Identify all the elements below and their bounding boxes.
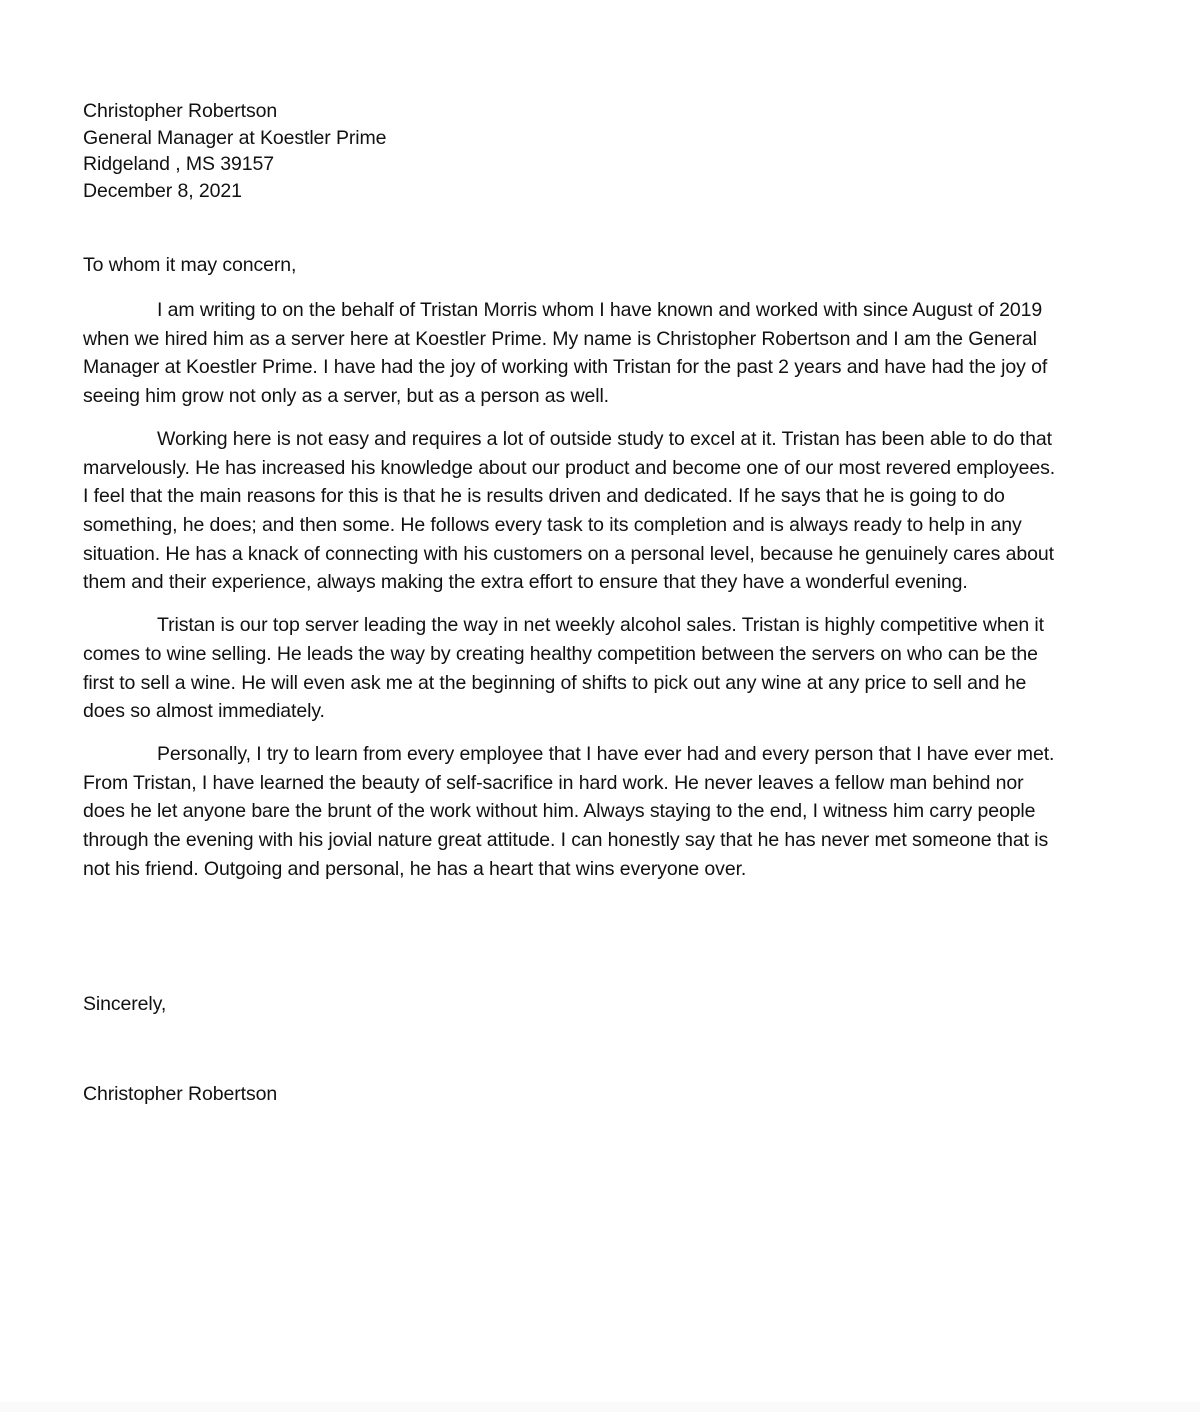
- letter-document: [83, 98, 1058, 1128]
- body-paragraph-3: Tristan is our top server leading the way in net weekly alcohol sales. Tristan is highly competitive when it comes to wine selling. He leads the way by creating healthy competition between the servers on who can be the first to sell a wine. He will even ask me at the beginning of shifts to pick out any wine at any price to sell and he does so almost immediately.: [83, 614, 1044, 723]
- body-paragraph-2: Working here is not easy and requires a lot of outside study to excel at it. Tristan has been able to do that marvelously. He has increased his knowledge about our product and become one of our most revered employees. I feel that the main reasons for this is that he is results driven and dedicated. If he says that he is going to do something, he does; and then some. He follows every task to its completion and is always ready to help in any situation. He has a knack of connecting with his customers on a personal level, because he genuinely cares about them and their experience, always making the extra effort to ensure that they have a wonderful evening.: [83, 427, 1056, 594]
- sender-name: Christopher Robertson: [83, 100, 278, 122]
- body-paragraph-4: Personally, I try to learn from every employee that I have ever had and every person that I have ever met. From Tristan, I have learned the beauty of self-sacrifice in hard work. He never leaves a fellow man behind nor does he let anyone bare the brunt of the work without him. Always staying to the end, I witness him carry people through the evening with his jovial nature great attitude. I can honestly say that he has never met someone that is not his friend. Outgoing and personal, he has a heart that wins everyone over.: [83, 742, 1055, 880]
- sender-location: Ridgeland , MS 39157: [83, 153, 274, 176]
- page-bottom-edge: [0, 1402, 1200, 1412]
- sender-title: General Manager at Koestler Prime: [83, 126, 387, 149]
- sender-block: [83, 98, 1058, 204]
- signature-name: Christopher Robertson: [83, 1083, 278, 1106]
- letter-date: December 8, 2021: [83, 179, 242, 202]
- closing: Sincerely,: [83, 993, 167, 1016]
- body-paragraph-1: I am writing to on the behalf of Tristan Morris whom I have known and worked with since August of 2019 when we hired him as a server here at Koestler Prime. My name is Christopher Robertson and I am the General Manager at Koestler Prime. I have had the joy of working with Tristan for the past 2 years and have had the joy of seeing him grow not only as a server, but as a person as well.: [83, 299, 1048, 408]
- salutation: To whom it may concern,: [83, 254, 297, 277]
